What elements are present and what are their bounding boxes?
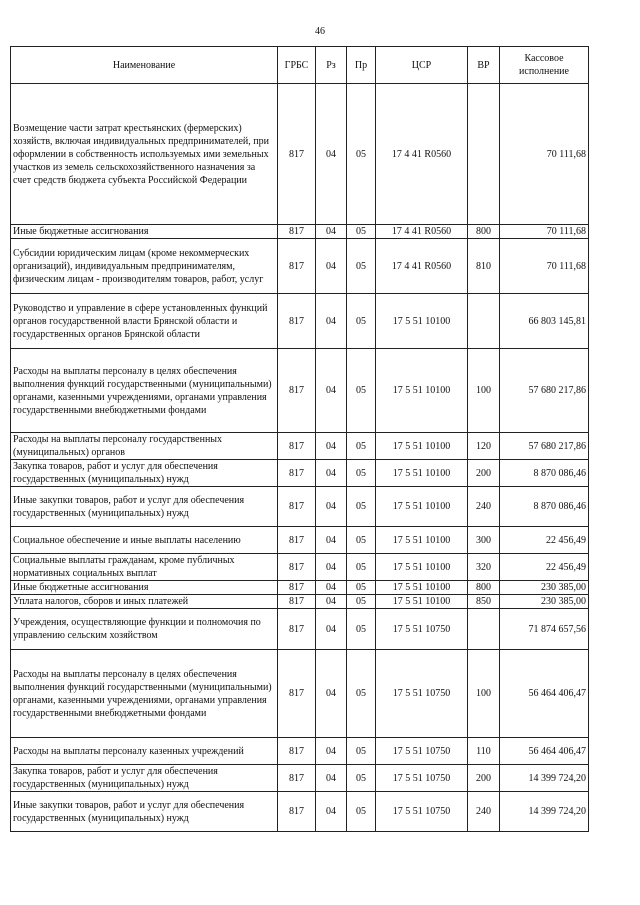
cell-vr (468, 294, 500, 349)
header-grbs: ГРБС (278, 47, 316, 84)
table-row (11, 650, 589, 738)
header-vr: ВР (468, 47, 500, 84)
cell-amount: 14 399 724,20 (500, 765, 589, 792)
cell-csr: 17 5 51 10750 (376, 738, 468, 765)
cell-pr: 05 (347, 765, 376, 792)
cell-vr: 320 (468, 554, 500, 581)
cell-name: Иные закупки товаров, работ и услуг для обеспечения государственных (муниципальных) нужд (11, 487, 278, 527)
cell-grbs: 817 (278, 595, 316, 609)
cell-grbs: 817 (278, 581, 316, 595)
cell-grbs: 817 (278, 554, 316, 581)
table-row (11, 294, 589, 349)
cell-csr: 17 4 41 R0560 (376, 239, 468, 294)
cell-pr: 05 (347, 460, 376, 487)
cell-vr: 800 (468, 581, 500, 595)
cell-pr: 05 (347, 581, 376, 595)
cell-amount: 70 111,68 (500, 239, 589, 294)
cell-vr: 240 (468, 487, 500, 527)
cell-amount: 8 870 086,46 (500, 460, 589, 487)
table-row (11, 349, 589, 433)
cell-name: Иные закупки товаров, работ и услуг для обеспечения государственных (муниципальных) нужд (11, 792, 278, 832)
cell-grbs: 817 (278, 792, 316, 832)
cell-vr: 120 (468, 433, 500, 460)
cell-csr: 17 4 41 R0560 (376, 225, 468, 239)
header-name: Наименование (11, 47, 278, 84)
cell-grbs: 817 (278, 765, 316, 792)
cell-vr (468, 609, 500, 650)
cell-grbs: 817 (278, 349, 316, 433)
cell-name: Учреждения, осуществляющие функции и полномочия по управлению сельским хозяйством (11, 609, 278, 650)
cell-pr: 05 (347, 650, 376, 738)
cell-grbs: 817 (278, 527, 316, 554)
table-row (11, 554, 589, 581)
cell-grbs: 817 (278, 433, 316, 460)
cell-amount: 8 870 086,46 (500, 487, 589, 527)
cell-name: Социальные выплаты гражданам, кроме публичных нормативных социальных выплат (11, 554, 278, 581)
cell-rz: 04 (316, 765, 347, 792)
cell-name: Расходы на выплаты персоналу в целях обеспечения выполнения функций государственными (муниципальными) органами, казенными учреждениями, органами управления государственными внебюджетными фондами (11, 650, 278, 738)
cell-rz: 04 (316, 225, 347, 239)
table-row (11, 84, 589, 225)
cell-grbs: 817 (278, 650, 316, 738)
cell-csr: 17 5 51 10750 (376, 609, 468, 650)
cell-csr: 17 5 51 10100 (376, 294, 468, 349)
cell-vr: 200 (468, 765, 500, 792)
cell-rz: 04 (316, 792, 347, 832)
cell-amount: 71 874 657,56 (500, 609, 589, 650)
cell-amount: 57 680 217,86 (500, 349, 589, 433)
cell-rz: 04 (316, 487, 347, 527)
cell-pr: 05 (347, 595, 376, 609)
cell-csr: 17 5 51 10100 (376, 581, 468, 595)
cell-grbs: 817 (278, 84, 316, 225)
cell-vr: 240 (468, 792, 500, 832)
cell-vr: 100 (468, 650, 500, 738)
cell-name: Социальное обеспечение и иные выплаты населению (11, 527, 278, 554)
cell-rz: 04 (316, 294, 347, 349)
cell-csr: 17 5 51 10100 (376, 554, 468, 581)
cell-pr: 05 (347, 294, 376, 349)
cell-grbs: 817 (278, 460, 316, 487)
cell-amount: 70 111,68 (500, 84, 589, 225)
cell-grbs: 817 (278, 609, 316, 650)
cell-amount: 57 680 217,86 (500, 433, 589, 460)
cell-pr: 05 (347, 609, 376, 650)
cell-pr: 05 (347, 433, 376, 460)
cell-rz: 04 (316, 460, 347, 487)
cell-rz: 04 (316, 84, 347, 225)
cell-csr: 17 5 51 10100 (376, 349, 468, 433)
cell-pr: 05 (347, 487, 376, 527)
cell-grbs: 817 (278, 239, 316, 294)
cell-amount: 230 385,00 (500, 595, 589, 609)
cell-csr: 17 5 51 10100 (376, 460, 468, 487)
cell-vr: 300 (468, 527, 500, 554)
cell-name: Закупка товаров, работ и услуг для обеспечения государственных (муниципальных) нужд (11, 765, 278, 792)
cell-grbs: 817 (278, 487, 316, 527)
cell-pr: 05 (347, 239, 376, 294)
cell-rz: 04 (316, 349, 347, 433)
cell-name: Субсидии юридическим лицам (кроме некоммерческих организаций), индивидуальным предпринимателям, физическим лицам - производителям товаров, работ, услуг (11, 239, 278, 294)
header-pr: Пр (347, 47, 376, 84)
cell-amount: 66 803 145,81 (500, 294, 589, 349)
table-row (11, 460, 589, 487)
cell-vr: 800 (468, 225, 500, 239)
table-header-row (11, 47, 589, 84)
cell-name: Закупка товаров, работ и услуг для обеспечения государственных (муниципальных) нужд (11, 460, 278, 487)
header-csr: ЦСР (376, 47, 468, 84)
cell-amount: 230 385,00 (500, 581, 589, 595)
table-row (11, 792, 589, 832)
cell-name: Расходы на выплаты персоналу государственных (муниципальных) органов (11, 433, 278, 460)
header-amount: Кассовое исполнение (500, 47, 589, 84)
cell-pr: 05 (347, 349, 376, 433)
cell-rz: 04 (316, 609, 347, 650)
cell-vr: 810 (468, 239, 500, 294)
cell-rz: 04 (316, 433, 347, 460)
cell-amount: 56 464 406,47 (500, 650, 589, 738)
cell-csr: 17 5 51 10100 (376, 595, 468, 609)
cell-pr: 05 (347, 554, 376, 581)
table-row (11, 239, 589, 294)
cell-name: Иные бюджетные ассигнования (11, 225, 278, 239)
budget-table (10, 46, 589, 832)
cell-rz: 04 (316, 239, 347, 294)
cell-csr: 17 5 51 10100 (376, 527, 468, 554)
cell-rz: 04 (316, 581, 347, 595)
cell-name: Расходы на выплаты персоналу казенных учреждений (11, 738, 278, 765)
cell-rz: 04 (316, 650, 347, 738)
cell-rz: 04 (316, 527, 347, 554)
cell-vr: 100 (468, 349, 500, 433)
table-row (11, 581, 589, 595)
cell-csr: 17 5 51 10100 (376, 433, 468, 460)
cell-rz: 04 (316, 554, 347, 581)
cell-pr: 05 (347, 225, 376, 239)
cell-amount: 22 456,49 (500, 527, 589, 554)
cell-grbs: 817 (278, 225, 316, 239)
cell-rz: 04 (316, 738, 347, 765)
cell-grbs: 817 (278, 294, 316, 349)
cell-amount: 70 111,68 (500, 225, 589, 239)
header-rz: Рз (316, 47, 347, 84)
cell-csr: 17 4 41 R0560 (376, 84, 468, 225)
table-row (11, 433, 589, 460)
cell-amount: 56 464 406,47 (500, 738, 589, 765)
cell-amount: 22 456,49 (500, 554, 589, 581)
table-row (11, 738, 589, 765)
cell-vr: 110 (468, 738, 500, 765)
cell-rz: 04 (316, 595, 347, 609)
cell-name: Иные бюджетные ассигнования (11, 581, 278, 595)
cell-pr: 05 (347, 527, 376, 554)
table-row (11, 765, 589, 792)
table-row (11, 527, 589, 554)
cell-pr: 05 (347, 84, 376, 225)
cell-vr (468, 84, 500, 225)
cell-pr: 05 (347, 792, 376, 832)
cell-vr: 850 (468, 595, 500, 609)
cell-name: Возмещение части затрат крестьянских (фермерских) хозяйств, включая индивидуальных предпринимателей, при оформлении в собственность используемых ими земельных участков из земель сельскохозяйственного назначения за счет средств бюджета субъекта Российской Федерации (11, 84, 278, 225)
cell-grbs: 817 (278, 738, 316, 765)
cell-csr: 17 5 51 10750 (376, 765, 468, 792)
table-row (11, 487, 589, 527)
page-number: 46 (315, 26, 325, 37)
table-row (11, 595, 589, 609)
cell-amount: 14 399 724,20 (500, 792, 589, 832)
cell-csr: 17 5 51 10750 (376, 650, 468, 738)
table-row (11, 609, 589, 650)
cell-pr: 05 (347, 738, 376, 765)
cell-csr: 17 5 51 10750 (376, 792, 468, 832)
cell-name: Руководство и управление в сфере установленных функций органов государственной власти Брянской области и государственных органов Брянской области (11, 294, 278, 349)
cell-name: Расходы на выплаты персоналу в целях обеспечения выполнения функций государственными (муниципальными) органами, казенными учреждениями, органами управления государственными внебюджетными фондами (11, 349, 278, 433)
cell-vr: 200 (468, 460, 500, 487)
cell-name: Уплата налогов, сборов и иных платежей (11, 595, 278, 609)
table-row (11, 225, 589, 239)
cell-csr: 17 5 51 10100 (376, 487, 468, 527)
